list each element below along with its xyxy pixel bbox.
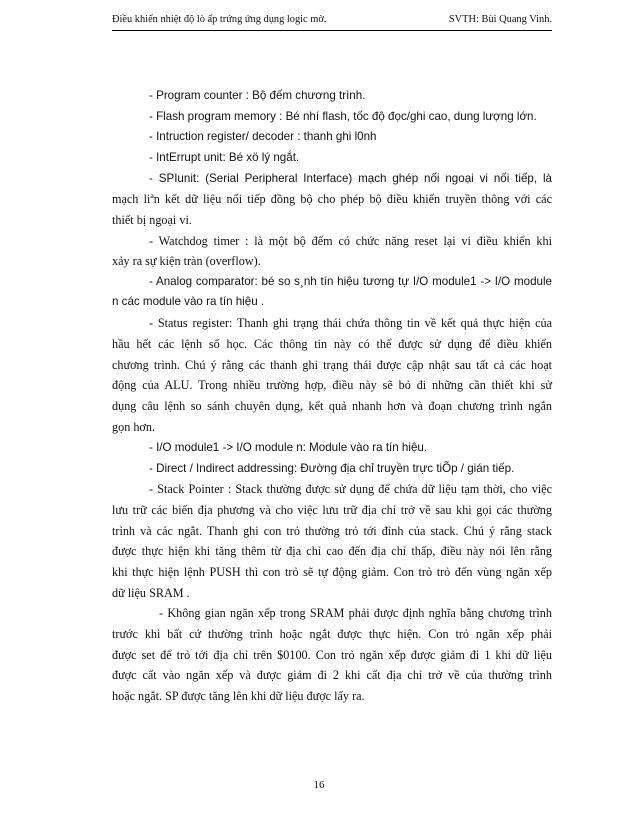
text-line: chương trình. Chú ý rằng các thanh ghi trạng thái được cập nhật sau tất cả các hoạt xyxy=(112,358,552,372)
text-line: n các module vào ra tín hiệu . xyxy=(112,295,265,308)
text-line: - Intruction register/ decoder : thanh ghi l0nh xyxy=(149,130,377,143)
text-line: - Flash program memory : Bé nhí flash, tốc độ đọc/ghi cao, dung lượng lớn. xyxy=(149,110,537,123)
text-line: - Program counter : Bộ đếm chương trình. xyxy=(149,89,366,102)
text-line: động của ALU. Trong nhiều trường hợp, điều này sẽ bỏ đi những cần thiết khi sử xyxy=(112,378,552,392)
text-line: hoặc ngắt. SP được tăng lên khi dữ liệu được lấy ra. xyxy=(112,689,365,703)
text-line: trước khi bất cứ thường trình hoặc ngắt được thực hiện. Con trỏ ngăn xếp phải xyxy=(112,627,552,641)
text-line: - Status register: Thanh ghi trạng thái chứa thông tin về kết quả thực hiện của xyxy=(149,316,552,330)
text-line: được thực hiện khi tăng thêm từ địa chỉ cao đến địa chỉ thấp, điều này nói lên rằng xyxy=(112,544,552,558)
header-title: Điều khiển nhiệt độ lò ấp trứng ứng dụng logic mờ. xyxy=(112,14,327,25)
text-line: thiết bị ngoại vi. xyxy=(112,213,192,227)
page-number: 16 xyxy=(313,779,325,791)
text-line: dụng câu lệnh so sánh chuyên dụng, kết quả nhanh hơn và đoạn chương trình ngắn xyxy=(112,399,552,413)
text-line: xảy ra sự kiện tràn (overflow). xyxy=(112,254,261,268)
text-line: được cất vào ngăn xếp và được giảm đi 2 khi cất địa chỉ trở về của thường trình xyxy=(112,668,552,682)
text-line: - IntErrupt unit: Bé xö lý ngắt. xyxy=(149,151,300,164)
text-line: dữ liệu SRAM . xyxy=(112,586,190,600)
text-line: được set để trỏ tới địa chỉ trên $0100. Con trỏ ngăn xếp được giảm đi 1 khi dữ liệu xyxy=(112,648,552,662)
header-author: SVTH: Bùi Quang Vinh. xyxy=(448,14,552,25)
text-line: - Watchdog timer : là một bộ đếm có chức năng reset lại vi điều khiển khi xyxy=(149,234,552,248)
text-line: - Stack Pointer : Stack thường được sử dụng để chứa dữ liệu tạm thời, cho việc xyxy=(149,482,552,496)
text-line: lưu trữ các biến địa phương và cho việc lưu trữ địa chỉ trở về sau khi gọi các thường xyxy=(112,503,552,517)
text-line: hầu hết các lệnh số học. Các thông tin này có thể được sử dụng để điều khiển xyxy=(112,337,552,351)
text-line: - I/O module1 -> I/O module n: Module vào ra tín hiệu. xyxy=(149,441,428,454)
text-line: trình và các ngắt. Thanh ghi con trỏ thường trỏ tới đỉnh của stack. Chú ý rằng stack xyxy=(112,524,552,538)
text-line: khi thực hiện lệnh PUSH thì con trỏ sẽ tự động giảm. Con trỏ trỏ đến vùng ngăn xếp xyxy=(112,565,552,579)
text-line: mạch liªn kết dữ liệu nối tiếp đồng bộ cho phép bộ điều khiển truyền thông với các xyxy=(112,192,552,206)
text-line: - Không gian ngăn xếp trong SRAM phải được định nghĩa bằng chương trình xyxy=(159,606,552,620)
text-line: gọn hơn. xyxy=(112,420,156,434)
text-line: - Direct / Indirect addressing: Đường địa chỉ truyền trực tiÕp / gián tiếp. xyxy=(149,462,515,475)
text-line: - SPIunit: (Serial Peripheral Interface) mạch ghép nối ngoại vi nối tiếp, là xyxy=(149,172,552,185)
header-rule xyxy=(112,30,552,31)
text-line: - Analog comparator: bé so s¸nh tín hiệu tương tự I/O module1 -> I/O module xyxy=(149,275,552,288)
